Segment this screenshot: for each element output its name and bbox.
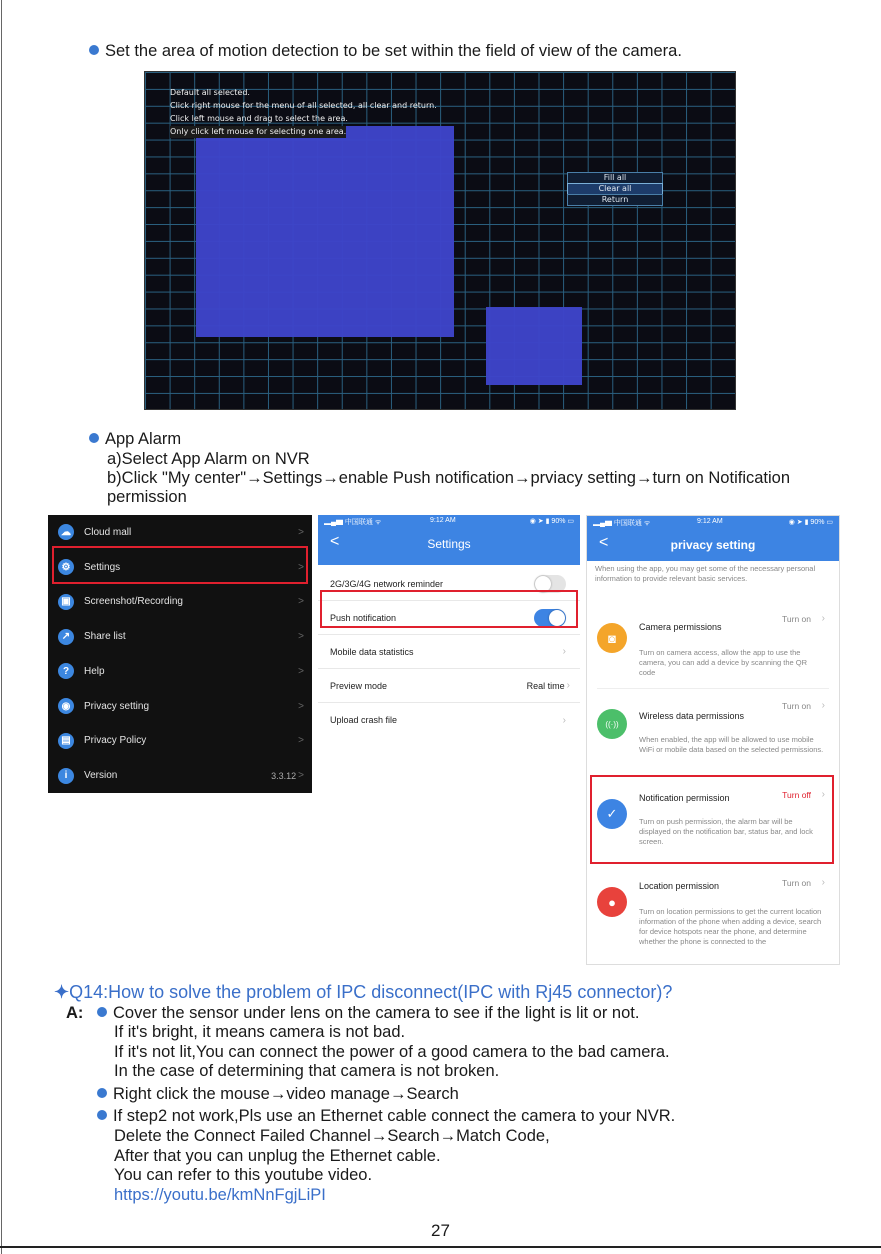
document-icon: ▤ xyxy=(58,733,74,749)
menu-item-share-list[interactable] xyxy=(48,619,312,654)
menu-item-version[interactable] xyxy=(48,758,312,793)
version-value: 3.3.12 xyxy=(271,770,297,781)
privacy-intro: When using the app, you may get some of the necessary personal information to provide relevant basic services. xyxy=(595,564,816,583)
image-icon: ▣ xyxy=(58,594,74,610)
nav-bar xyxy=(318,515,580,565)
motion-hint-1: Default all selected. xyxy=(170,88,250,97)
q14-b1-line2: If it's bright, it means camera is not bad. xyxy=(114,1023,406,1041)
row-label: Push notification xyxy=(330,612,397,623)
q14-b3-line4: You can refer to this youtube video. xyxy=(114,1166,373,1184)
menu-label: Privacy Policy xyxy=(84,735,147,747)
menu-label: Help xyxy=(84,665,105,677)
motion-hint-2: Click right mouse for the menu of all selected, all clear and return. xyxy=(170,101,437,110)
menu-item-help[interactable] xyxy=(48,654,312,689)
push-notification-highlight xyxy=(320,590,578,628)
row-preview-mode[interactable] xyxy=(318,669,580,703)
row-label: Preview mode xyxy=(330,680,388,691)
notification-icon: ✓ xyxy=(597,799,627,829)
q14-b3-line3: After that you can unplug the Ethernet cable. xyxy=(114,1147,441,1165)
row-label: 2G/3G/4G network reminder xyxy=(330,578,444,589)
info-icon: i xyxy=(58,768,74,784)
chevron-right-icon: › xyxy=(821,789,825,800)
permission-title: Wireless data permissions xyxy=(639,711,745,721)
menu-label: Share list xyxy=(84,631,126,643)
clear-all-button[interactable]: Clear all xyxy=(567,183,663,195)
row-upload-crash[interactable] xyxy=(318,703,580,737)
permission-desc: Turn on location permissions to get the current location information of the phone when adding a device, search for device hotspots near the phone, and determine whether the phone is connected to the xyxy=(639,907,822,946)
status-carrier: ▂▄▆ 中国联通 ᯤ xyxy=(324,519,382,526)
q14-heading xyxy=(54,982,672,1003)
menu-label: Settings xyxy=(84,561,121,573)
page-left-border xyxy=(1,0,2,1254)
status-time: 9:12 AM xyxy=(697,518,723,525)
sparkle-icon: ✦ xyxy=(54,982,70,1002)
chevron-right-icon: > xyxy=(298,665,304,677)
chevron-right-icon: > xyxy=(298,596,304,608)
bullet-icon xyxy=(89,433,99,443)
status-battery: ◉ ➤ ▮ 90% ▭ xyxy=(788,519,833,526)
chevron-right-icon: > xyxy=(298,700,304,712)
location-permission-card[interactable] xyxy=(587,871,839,965)
chevron-right-icon: › xyxy=(821,613,825,624)
permission-desc: When enabled, the app will be allowed to use mobile WiFi or mobile data based on the selected permissions. xyxy=(639,735,824,754)
row-mobile-data[interactable] xyxy=(318,635,580,669)
location-icon: ● xyxy=(597,887,627,917)
motion-bullet-text: Set the area of motion detection to be set within the field of view of the camera. xyxy=(105,42,682,60)
motion-hint-4: Only click left mouse for selecting one area. xyxy=(170,127,347,136)
wireless-icon: ((·)) xyxy=(597,709,627,739)
q14-title: Q14:How to solve the problem of IPC disconnect(IPC with Rj45 connector)? xyxy=(69,982,673,1002)
menu-label: Privacy setting xyxy=(84,700,150,712)
carrier-text: 中国联通 xyxy=(344,519,373,526)
permission-title: Camera permissions xyxy=(639,622,722,632)
cloud-icon: ☁ xyxy=(58,524,74,540)
motion-bullet xyxy=(89,42,682,61)
camera-permission-card[interactable] xyxy=(587,606,839,686)
battery-text: 90% xyxy=(810,519,825,526)
step-b: b)Click "My center"→Settings→enable Push notification→prviacy setting→turn on Notification xyxy=(107,469,791,487)
step-a: a)Select App Alarm on NVR xyxy=(107,450,310,468)
motion-detection-screen xyxy=(144,71,736,410)
my-center-menu xyxy=(48,515,312,793)
chevron-right-icon: > xyxy=(298,561,304,573)
q14-b3-line1 xyxy=(97,1107,675,1126)
camera-icon: ◙ xyxy=(597,623,627,653)
row-label: Mobile data statistics xyxy=(330,646,414,657)
permission-state: Turn off xyxy=(782,790,811,800)
page-number: 27 xyxy=(431,1221,450,1240)
app-alarm-title xyxy=(89,430,181,449)
permission-state: Turn on xyxy=(782,878,811,888)
notification-permission-highlight xyxy=(590,775,834,864)
q14-b1-line4: In the case of determining that camera is not broken. xyxy=(114,1062,500,1080)
share-icon: ↗ xyxy=(58,629,74,645)
permission-desc: Turn on camera access, allow the app to use the camera, you can add a device by scanning the QR code xyxy=(639,648,808,677)
q14-b1-text: Cover the sensor under lens on the camera to see if the light is lit or not. xyxy=(113,1004,640,1022)
motion-area-small[interactable] xyxy=(486,307,582,385)
battery-text: 90% xyxy=(551,518,566,525)
chevron-right-icon: › xyxy=(562,646,566,657)
help-icon: ? xyxy=(58,663,74,679)
app-alarm-title-text: App Alarm xyxy=(105,430,182,448)
bullet-icon xyxy=(97,1007,107,1017)
chevron-right-icon: > xyxy=(298,735,304,747)
chevron-right-icon: > xyxy=(298,631,304,643)
q14-b3-text: If step2 not work,Pls use an Ethernet cable connect the camera to your NVR. xyxy=(113,1107,676,1125)
chevron-right-icon: > xyxy=(298,526,304,538)
divider xyxy=(597,688,829,689)
q14-b2 xyxy=(97,1085,459,1104)
row-label: Upload crash file xyxy=(330,715,398,725)
privacy-title: privacy setting xyxy=(670,538,756,552)
privacy-screen xyxy=(586,515,840,965)
motion-area-large[interactable] xyxy=(196,126,454,337)
q14-b1-line1 xyxy=(97,1004,639,1023)
preview-mode-value: Real time xyxy=(526,680,565,691)
settings-title: Settings xyxy=(427,537,471,551)
wireless-permission-card[interactable] xyxy=(587,691,839,776)
status-carrier: ▂▄▆ 中国联通 ᯤ xyxy=(593,520,651,527)
youtube-link[interactable]: https://youtu.be/kmNnFgjLiPI xyxy=(114,1186,326,1204)
menu-label: Version xyxy=(84,770,118,782)
motion-hint-3: Click left mouse and drag to select the area. xyxy=(170,114,348,123)
back-icon[interactable]: < xyxy=(599,534,609,551)
carrier-text: 中国联通 xyxy=(613,520,642,527)
gear-icon: ⚙ xyxy=(58,559,74,575)
bullet-icon xyxy=(97,1088,107,1098)
bullet-icon xyxy=(97,1110,107,1120)
chevron-right-icon: › xyxy=(562,714,566,726)
permission-desc: Turn on push permission, the alarm bar will be displayed on the notification bar, status bar, and lock screen. xyxy=(639,817,813,846)
bullet-icon xyxy=(89,45,99,55)
status-time: 9:12 AM xyxy=(430,517,456,524)
back-icon[interactable]: < xyxy=(330,533,340,550)
shield-icon: ◉ xyxy=(58,698,74,714)
permission-state: Turn on xyxy=(782,701,811,711)
chevron-right-icon: › xyxy=(566,680,570,691)
menu-item-privacy-setting[interactable] xyxy=(48,689,312,724)
q14-b1-line3: If it's not lit,You can connect the power of a good camera to the bad camera. xyxy=(114,1043,670,1061)
chevron-right-icon: › xyxy=(821,877,825,888)
menu-label: Screenshot/Recording xyxy=(84,596,183,608)
nav-bar xyxy=(587,516,839,561)
page-bottom-border xyxy=(0,1246,881,1248)
menu-label: Cloud mall xyxy=(84,526,132,538)
fill-all-button[interactable]: Fill all xyxy=(567,172,663,184)
menu-item-privacy-policy[interactable] xyxy=(48,724,312,759)
permission-state: Turn on xyxy=(782,614,811,624)
q14-b3-line2: Delete the Connect Failed Channel→Search→Match Code, xyxy=(114,1127,550,1145)
answer-label: A: xyxy=(66,1004,84,1022)
step-b-cont: permission xyxy=(107,488,187,506)
chevron-right-icon: > xyxy=(298,770,304,782)
return-button[interactable]: Return xyxy=(567,194,663,206)
status-battery: ◉ ➤ ▮ 90% ▭ xyxy=(529,518,574,525)
q14-b2-text: Right click the mouse→video manage→Search xyxy=(113,1085,459,1103)
settings-highlight xyxy=(52,546,308,584)
chevron-right-icon: › xyxy=(821,700,825,711)
menu-item-screenshot-recording[interactable] xyxy=(48,585,312,620)
menu-item-cloud-mall[interactable] xyxy=(48,515,312,550)
permission-title: Location permission xyxy=(639,881,720,891)
permission-title: Notification permission xyxy=(639,793,730,803)
